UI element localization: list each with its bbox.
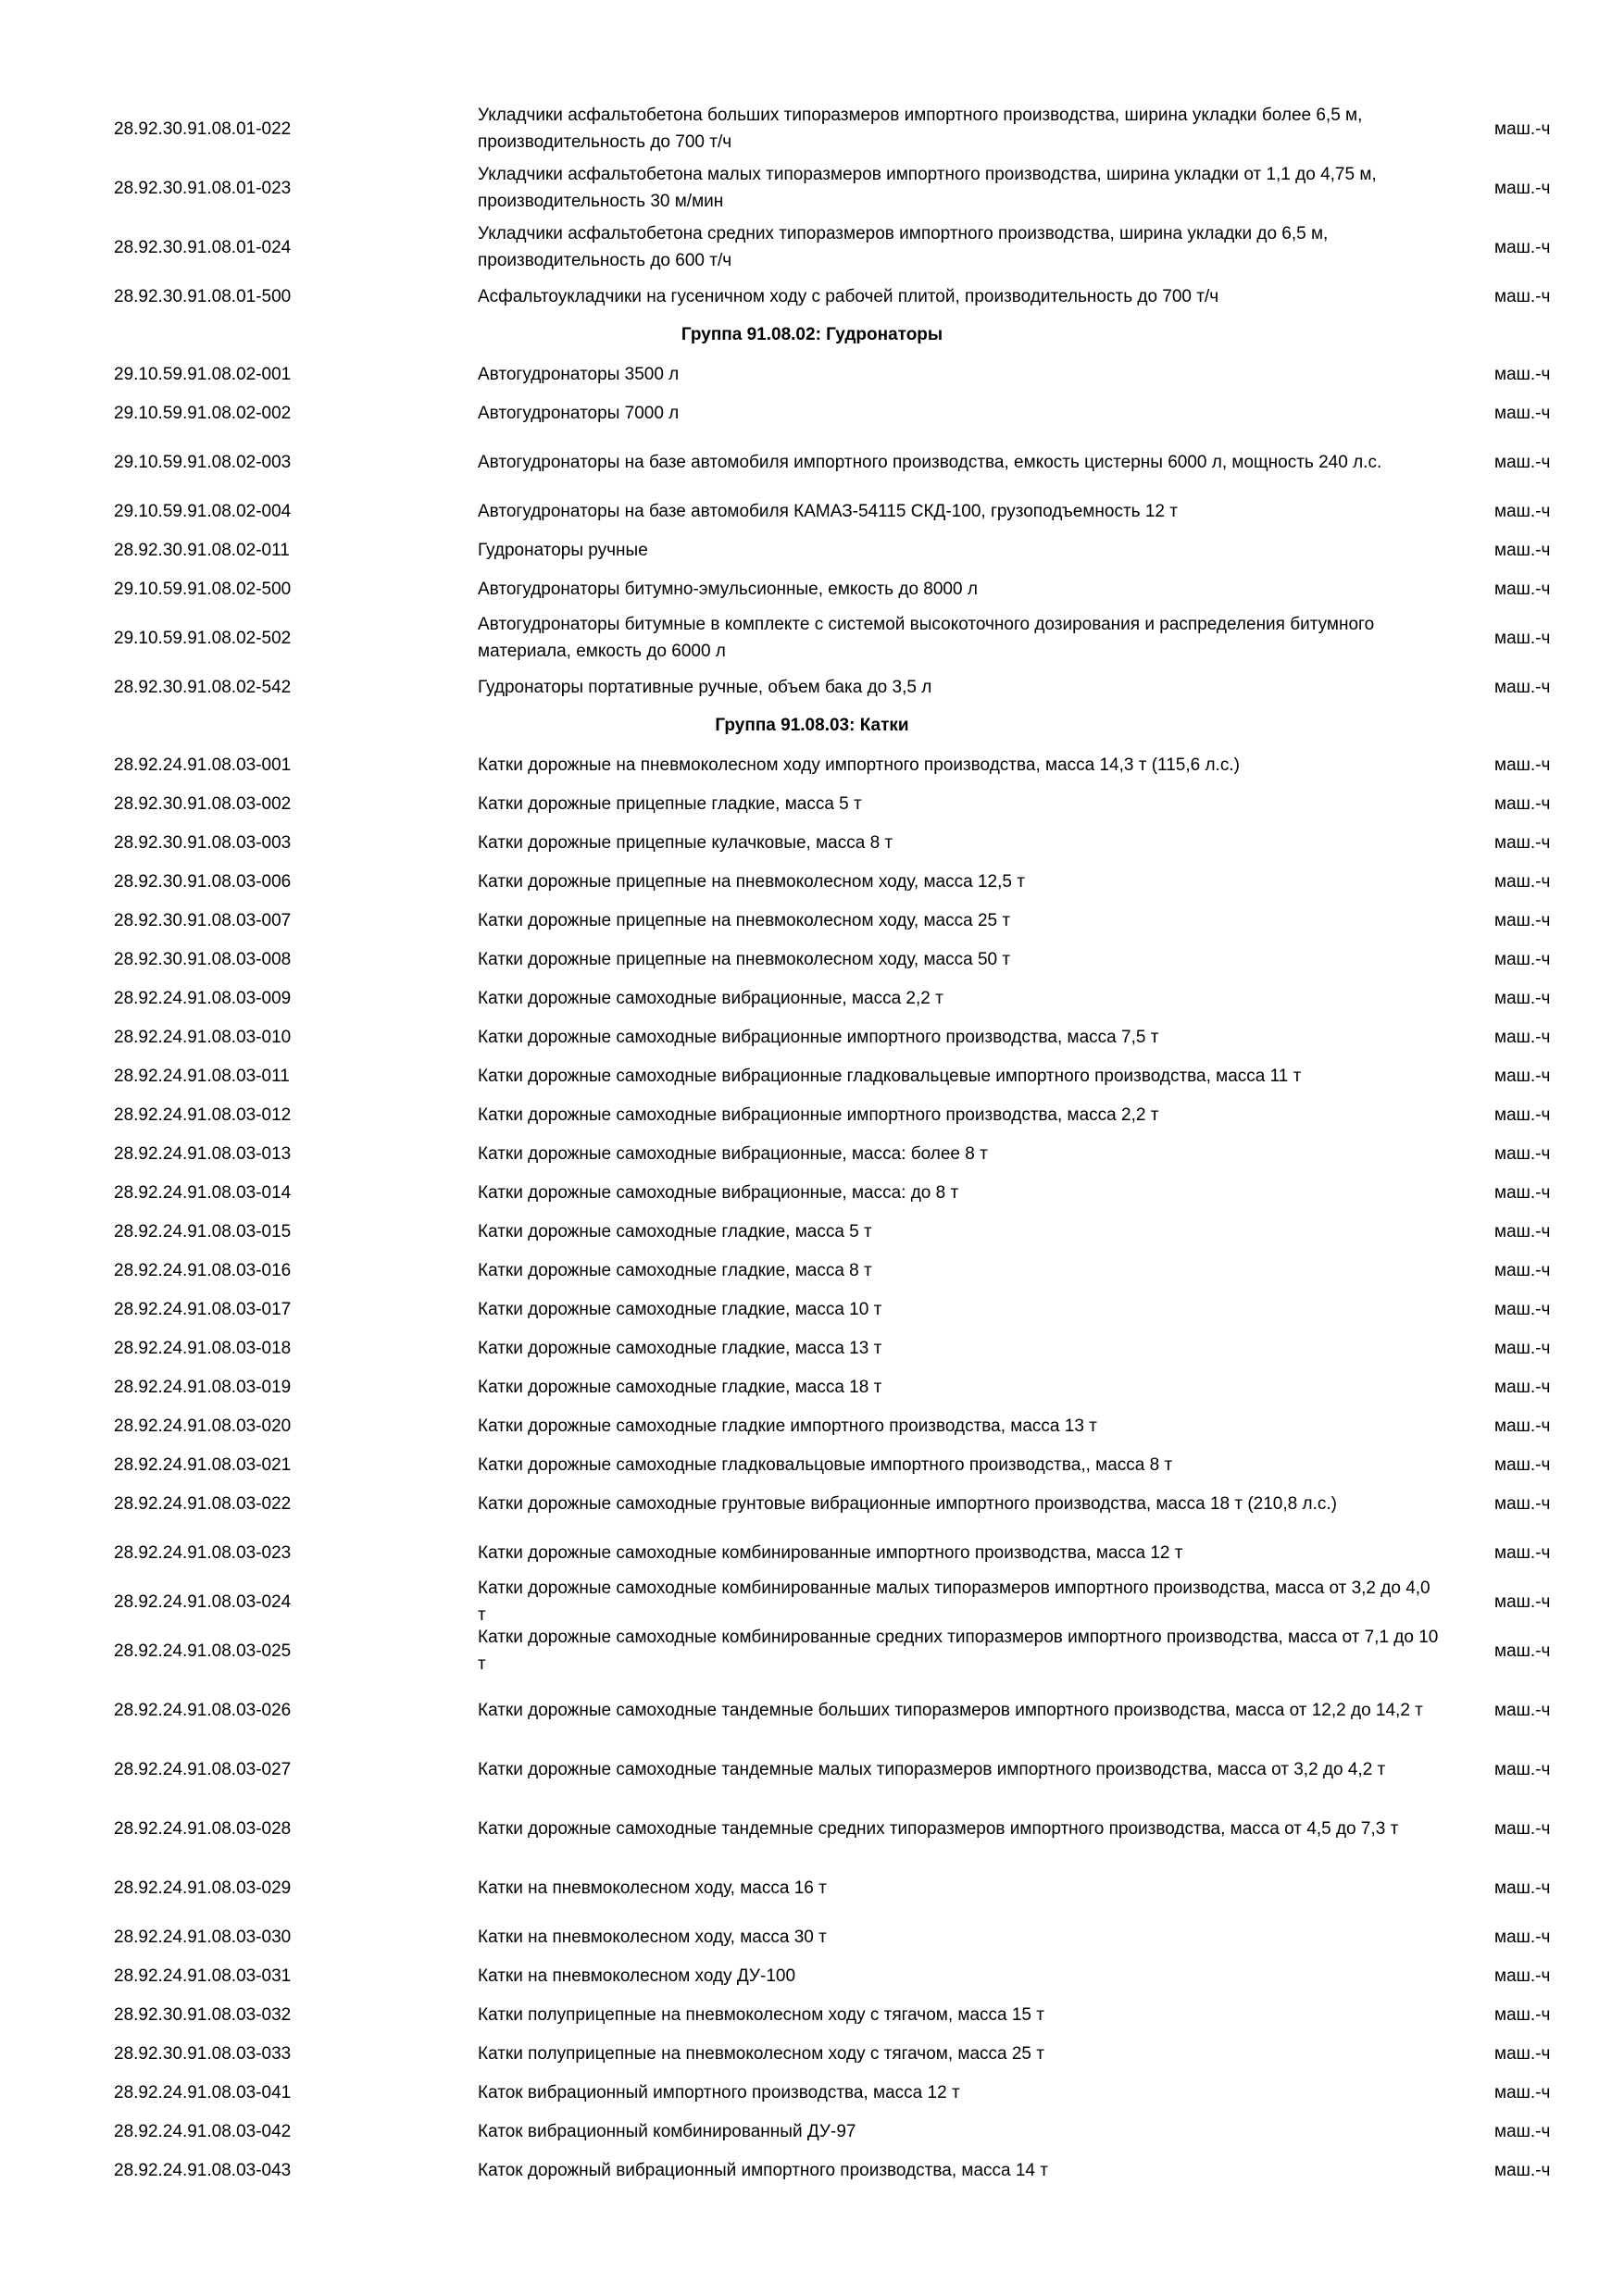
unit-of-measure: маш.-ч — [1494, 364, 1551, 384]
resource-code: 28.92.30.91.08.01-024 — [114, 237, 292, 257]
resource-code: 28.92.24.91.08.03-024 — [114, 1591, 292, 1612]
resource-name: Автогудронаторы 7000 л — [478, 403, 680, 423]
table-row — [0, 1291, 1624, 1328]
table-row — [0, 570, 1624, 607]
table-row — [0, 1681, 1624, 1739]
resource-code: 28.92.30.91.08.02-011 — [114, 540, 290, 560]
resource-code: 28.92.24.91.08.03-022 — [114, 1493, 292, 1514]
resource-code: 29.10.59.91.08.02-002 — [114, 403, 292, 423]
resource-code: 29.10.59.91.08.02-003 — [114, 452, 292, 472]
unit-of-measure: маш.-ч — [1494, 1454, 1551, 1475]
resource-name: Катки дорожные прицепные на пневмоколесном ходу, масса 25 т — [478, 910, 1011, 930]
resource-code: 28.92.24.91.08.03-042 — [114, 2121, 292, 2141]
unit-of-measure: маш.-ч — [1494, 871, 1551, 892]
resource-code: 28.92.24.91.08.03-013 — [114, 1143, 292, 1164]
table-row — [0, 1329, 1624, 1366]
unit-of-measure: маш.-ч — [1494, 2082, 1551, 2103]
unit-of-measure: маш.-ч — [1494, 755, 1551, 775]
table-row — [0, 1446, 1624, 1483]
resource-code: 28.92.24.91.08.03-017 — [114, 1299, 292, 1319]
unit-of-measure: маш.-ч — [1494, 1221, 1551, 1242]
resource-code: 28.92.24.91.08.03-012 — [114, 1104, 292, 1125]
table-row — [0, 1996, 1624, 2033]
resource-code: 28.92.30.91.08.03-007 — [114, 910, 292, 930]
resource-code: 28.92.24.91.08.03-019 — [114, 1377, 292, 1397]
unit-of-measure: маш.-ч — [1494, 237, 1551, 257]
unit-of-measure: маш.-ч — [1494, 1338, 1551, 1358]
resource-code: 28.92.30.91.08.03-002 — [114, 793, 292, 814]
table-row — [0, 1622, 1624, 1679]
resource-name: Катки дорожные самоходные тандемные средних типоразмеров импортного производства, масса от 4,5 до 7,3 т — [478, 1818, 1399, 1839]
table-row — [0, 493, 1624, 530]
resource-code: 29.10.59.91.08.02-502 — [114, 628, 292, 648]
resource-name: Гудронаторы портативные ручные, объем бака до 3,5 л — [478, 677, 932, 697]
table-row — [0, 785, 1624, 822]
resource-name: Катки на пневмоколесном ходу ДУ-100 — [478, 1965, 796, 1986]
table-row — [0, 1135, 1624, 1172]
resource-name: Катки дорожные самоходные вибрационные, масса: до 8 т — [478, 1182, 959, 1203]
resource-code: 28.92.24.91.08.03-031 — [114, 1965, 292, 1986]
unit-of-measure: маш.-ч — [1494, 501, 1551, 521]
table-row — [0, 1407, 1624, 1444]
resource-name: Катки на пневмоколесном ходу, масса 16 т — [478, 1878, 827, 1898]
unit-of-measure: маш.-ч — [1494, 403, 1551, 423]
table-row — [0, 980, 1624, 1017]
unit-of-measure: маш.-ч — [1494, 677, 1551, 697]
unit-of-measure: маш.-ч — [1494, 628, 1551, 648]
resource-name: Катки дорожные самоходные вибрационные импортного производства, масса 2,2 т — [478, 1104, 1159, 1125]
table-row — [0, 356, 1624, 393]
unit-of-measure: маш.-ч — [1494, 1641, 1551, 1661]
table-row — [0, 1368, 1624, 1405]
resource-code: 28.92.24.91.08.03-027 — [114, 1759, 292, 1779]
unit-of-measure: маш.-ч — [1494, 2004, 1551, 2025]
unit-of-measure: маш.-ч — [1494, 1818, 1551, 1839]
unit-of-measure: маш.-ч — [1494, 1700, 1551, 1720]
resource-name: Автогудронаторы на базе автомобиля КАМАЗ-54115 СКД-100, грузоподъемность 12 т — [478, 501, 1178, 521]
unit-of-measure: маш.-ч — [1494, 119, 1551, 139]
unit-of-measure: маш.-ч — [1494, 832, 1551, 853]
unit-of-measure: маш.-ч — [1494, 1927, 1551, 1947]
resource-name: Катки дорожные самоходные вибрационные гладковальцевые импортного производства, масса 11 т — [478, 1066, 1302, 1086]
resource-name: Катки дорожные самоходные вибрационные, масса 2,2 т — [478, 988, 943, 1008]
resource-code: 29.10.59.91.08.02-004 — [114, 501, 292, 521]
resource-code: 28.92.24.91.08.03-016 — [114, 1260, 292, 1280]
resource-code: 28.92.30.91.08.01-500 — [114, 286, 292, 306]
resource-code: 28.92.24.91.08.03-023 — [114, 1542, 292, 1563]
group-heading: Группа 91.08.03: Катки — [715, 716, 909, 735]
resource-code: 28.92.30.91.08.01-022 — [114, 119, 292, 139]
resource-code: 28.92.30.91.08.03-006 — [114, 871, 292, 892]
resource-code: 28.92.24.91.08.03-015 — [114, 1221, 292, 1242]
resource-name: Каток вибрационный комбинированный ДУ-97 — [478, 2121, 856, 2141]
resource-name: Катки дорожные самоходные грунтовые вибрационные импортного производства, масса 18 т (210,8 л.с.) — [478, 1493, 1337, 1514]
resource-code: 28.92.30.91.08.03-003 — [114, 832, 292, 853]
resource-name: Катки дорожные самоходные гладкие импортного производства, масса 13 т — [478, 1416, 1097, 1436]
table-row — [0, 2113, 1624, 2150]
resource-name: Укладчики асфальтобетона больших типоразмеров импортного производства, ширина укладки более 6,5 м, производительность до 700 т/ч — [478, 106, 1363, 152]
resource-name: Катки дорожные самоходные комбинированные импортного производства, масса 12 т — [478, 1542, 1183, 1563]
unit-of-measure: маш.-ч — [1494, 1377, 1551, 1397]
resource-code: 28.92.24.91.08.03-010 — [114, 1027, 292, 1047]
table-row — [0, 159, 1624, 217]
unit-of-measure: маш.-ч — [1494, 2121, 1551, 2141]
resource-code: 28.92.30.91.08.03-008 — [114, 949, 292, 969]
unit-of-measure: маш.-ч — [1494, 540, 1551, 560]
resource-name: Катки дорожные прицепные кулачковые, масса 8 т — [478, 832, 893, 853]
table-row — [0, 394, 1624, 431]
resource-name: Катки дорожные самоходные вибрационные, масса: более 8 т — [478, 1143, 988, 1164]
resource-code: 28.92.24.91.08.03-028 — [114, 1818, 292, 1839]
unit-of-measure: маш.-ч — [1494, 1591, 1551, 1612]
resource-name: Катки дорожные прицепные гладкие, масса 5 т — [478, 793, 862, 814]
resource-code: 28.92.24.91.08.03-009 — [114, 988, 292, 1008]
resource-name: Катки дорожные самоходные вибрационные импортного производства, масса 7,5 т — [478, 1027, 1159, 1047]
resource-name: Катки дорожные самоходные гладкие, масса 10 т — [478, 1299, 882, 1319]
unit-of-measure: маш.-ч — [1494, 1027, 1551, 1047]
resource-name: Катки полуприцепные на пневмоколесном ходу с тягачом, масса 15 т — [478, 2004, 1044, 2025]
unit-of-measure: маш.-ч — [1494, 910, 1551, 930]
unit-of-measure: маш.-ч — [1494, 1182, 1551, 1203]
resource-name: Катки дорожные самоходные гладкие, масса 8 т — [478, 1260, 872, 1280]
table-row — [0, 278, 1624, 315]
unit-of-measure: маш.-ч — [1494, 988, 1551, 1008]
unit-of-measure: маш.-ч — [1494, 2160, 1551, 2180]
resource-code: 28.92.30.91.08.01-023 — [114, 178, 292, 198]
unit-of-measure: маш.-ч — [1494, 1759, 1551, 1779]
table-row — [0, 1524, 1624, 1581]
table-row — [0, 218, 1624, 276]
resource-name: Укладчики асфальтобетона малых типоразмеров импортного производства, ширина укладки от 1,1 до 4,75 м, производительность 30 м/мин — [478, 165, 1377, 211]
resource-name: Катки дорожные прицепные на пневмоколесном ходу, масса 12,5 т — [478, 871, 1025, 892]
table-row — [0, 1018, 1624, 1055]
table-row — [0, 746, 1624, 783]
table-row — [0, 1859, 1624, 1916]
table-row — [0, 1485, 1624, 1522]
resource-name: Катки дорожные самоходные гладкие, масса 13 т — [478, 1338, 882, 1358]
table-row — [0, 609, 1624, 667]
resource-name: Катки дорожные на пневмоколесном ходу импортного производства, масса 14,3 т (115,6 л.с.) — [478, 755, 1240, 775]
table-row — [0, 1957, 1624, 1994]
table-row — [0, 1800, 1624, 1857]
unit-of-measure: маш.-ч — [1494, 1299, 1551, 1319]
table-row — [0, 941, 1624, 978]
resource-name: Каток дорожный вибрационный импортного производства, масса 14 т — [478, 2160, 1048, 2180]
resource-code: 28.92.24.91.08.03-020 — [114, 1416, 292, 1436]
unit-of-measure: маш.-ч — [1494, 1260, 1551, 1280]
resource-code: 28.92.24.91.08.03-041 — [114, 2082, 292, 2103]
table-row — [0, 1252, 1624, 1289]
table-row — [0, 433, 1624, 491]
resource-name: Гудронаторы ручные — [478, 540, 648, 560]
table-row — [0, 863, 1624, 900]
table-row — [0, 100, 1624, 157]
table-row — [0, 2152, 1624, 2189]
resource-code: 28.92.24.91.08.03-011 — [114, 1066, 290, 1086]
resource-name: Укладчики асфальтобетона средних типоразмеров импортного производства, ширина укладки до 6,5 м, производительность до 600 т/ч — [478, 224, 1329, 270]
resource-name: Автогудронаторы битумные в комплекте с системой высокоточного дозирования и распределения битумного материала, емкость до 6000 л — [478, 615, 1375, 661]
resource-name: Катки дорожные самоходные комбинированные средних типоразмеров импортного производства, масса от 7,1 до 10 т — [478, 1628, 1439, 1674]
unit-of-measure: маш.-ч — [1494, 1104, 1551, 1125]
unit-of-measure: маш.-ч — [1494, 286, 1551, 306]
resource-code: 28.92.24.91.08.03-030 — [114, 1927, 292, 1947]
unit-of-measure: маш.-ч — [1494, 1542, 1551, 1563]
table-row — [0, 531, 1624, 568]
unit-of-measure: маш.-ч — [1494, 2043, 1551, 2064]
unit-of-measure: маш.-ч — [1494, 579, 1551, 599]
resource-name: Катки полуприцепные на пневмоколесном ходу с тягачом, масса 25 т — [478, 2043, 1044, 2064]
resource-code: 28.92.24.91.08.03-043 — [114, 2160, 292, 2180]
unit-of-measure: маш.-ч — [1494, 1878, 1551, 1898]
resource-code: 28.92.24.91.08.03-014 — [114, 1182, 292, 1203]
group-heading: Группа 91.08.02: Гудронаторы — [681, 325, 943, 344]
unit-of-measure: маш.-ч — [1494, 1066, 1551, 1086]
table-row — [0, 668, 1624, 705]
resource-name: Катки дорожные самоходные тандемные малых типоразмеров импортного производства, масса от 3,2 до 4,2 т — [478, 1759, 1386, 1779]
table-row — [0, 824, 1624, 861]
table-row — [0, 902, 1624, 939]
resource-code: 28.92.30.91.08.03-033 — [114, 2043, 292, 2064]
resource-name: Катки на пневмоколесном ходу, масса 30 т — [478, 1927, 827, 1947]
resource-name: Каток вибрационный импортного производства, масса 12 т — [478, 2082, 960, 2103]
resource-name: Катки дорожные самоходные тандемные больших типоразмеров импортного производства, масса от 12,2 до 14,2 т — [478, 1700, 1423, 1720]
unit-of-measure: маш.-ч — [1494, 178, 1551, 198]
resource-code: 28.92.24.91.08.03-001 — [114, 755, 292, 775]
resource-code: 28.92.30.91.08.02-542 — [114, 677, 292, 697]
resource-code: 29.10.59.91.08.02-500 — [114, 579, 292, 599]
resource-name: Катки дорожные самоходные гладкие, масса 18 т — [478, 1377, 882, 1397]
table-row — [0, 1174, 1624, 1211]
resource-code: 28.92.24.91.08.03-018 — [114, 1338, 292, 1358]
table-row — [0, 1918, 1624, 1955]
table-row — [0, 2035, 1624, 2072]
resource-code: 29.10.59.91.08.02-001 — [114, 364, 292, 384]
table-row — [0, 1096, 1624, 1133]
resource-name: Автогудронаторы 3500 л — [478, 364, 680, 384]
resource-code: 28.92.24.91.08.03-026 — [114, 1700, 292, 1720]
unit-of-measure: маш.-ч — [1494, 1416, 1551, 1436]
resource-code: 28.92.24.91.08.03-025 — [114, 1641, 292, 1661]
table-row — [0, 1741, 1624, 1798]
unit-of-measure: маш.-ч — [1494, 793, 1551, 814]
resource-code: 28.92.24.91.08.03-029 — [114, 1878, 292, 1898]
resource-name: Асфальтоукладчики на гусеничном ходу с рабочей плитой, производительность до 700 т/ч — [478, 286, 1219, 306]
unit-of-measure: маш.-ч — [1494, 1965, 1551, 1986]
table-row — [0, 1213, 1624, 1250]
unit-of-measure: маш.-ч — [1494, 1143, 1551, 1164]
table-row — [0, 2074, 1624, 2111]
resource-name: Катки дорожные самоходные комбинированные малых типоразмеров импортного производства, масса от 3,2 до 4,0 т — [478, 1578, 1430, 1625]
unit-of-measure: маш.-ч — [1494, 1493, 1551, 1514]
unit-of-measure: маш.-ч — [1494, 949, 1551, 969]
unit-of-measure: маш.-ч — [1494, 452, 1551, 472]
resource-code: 28.92.30.91.08.03-032 — [114, 2004, 292, 2025]
resource-name: Катки дорожные прицепные на пневмоколесном ходу, масса 50 т — [478, 949, 1011, 969]
resource-name: Катки дорожные самоходные гладковальцовые импортного производства,, масса 8 т — [478, 1454, 1173, 1475]
resource-code: 28.92.24.91.08.03-021 — [114, 1454, 292, 1475]
table-row — [0, 1057, 1624, 1094]
resource-name: Автогудронаторы на базе автомобиля импортного производства, емкость цистерны 6000 л, мощность 240 л.с. — [478, 452, 1382, 472]
table-row — [0, 1578, 1624, 1625]
resource-name: Катки дорожные самоходные гладкие, масса 5 т — [478, 1221, 872, 1242]
resource-name: Автогудронаторы битумно-эмульсионные, емкость до 8000 л — [478, 579, 978, 599]
